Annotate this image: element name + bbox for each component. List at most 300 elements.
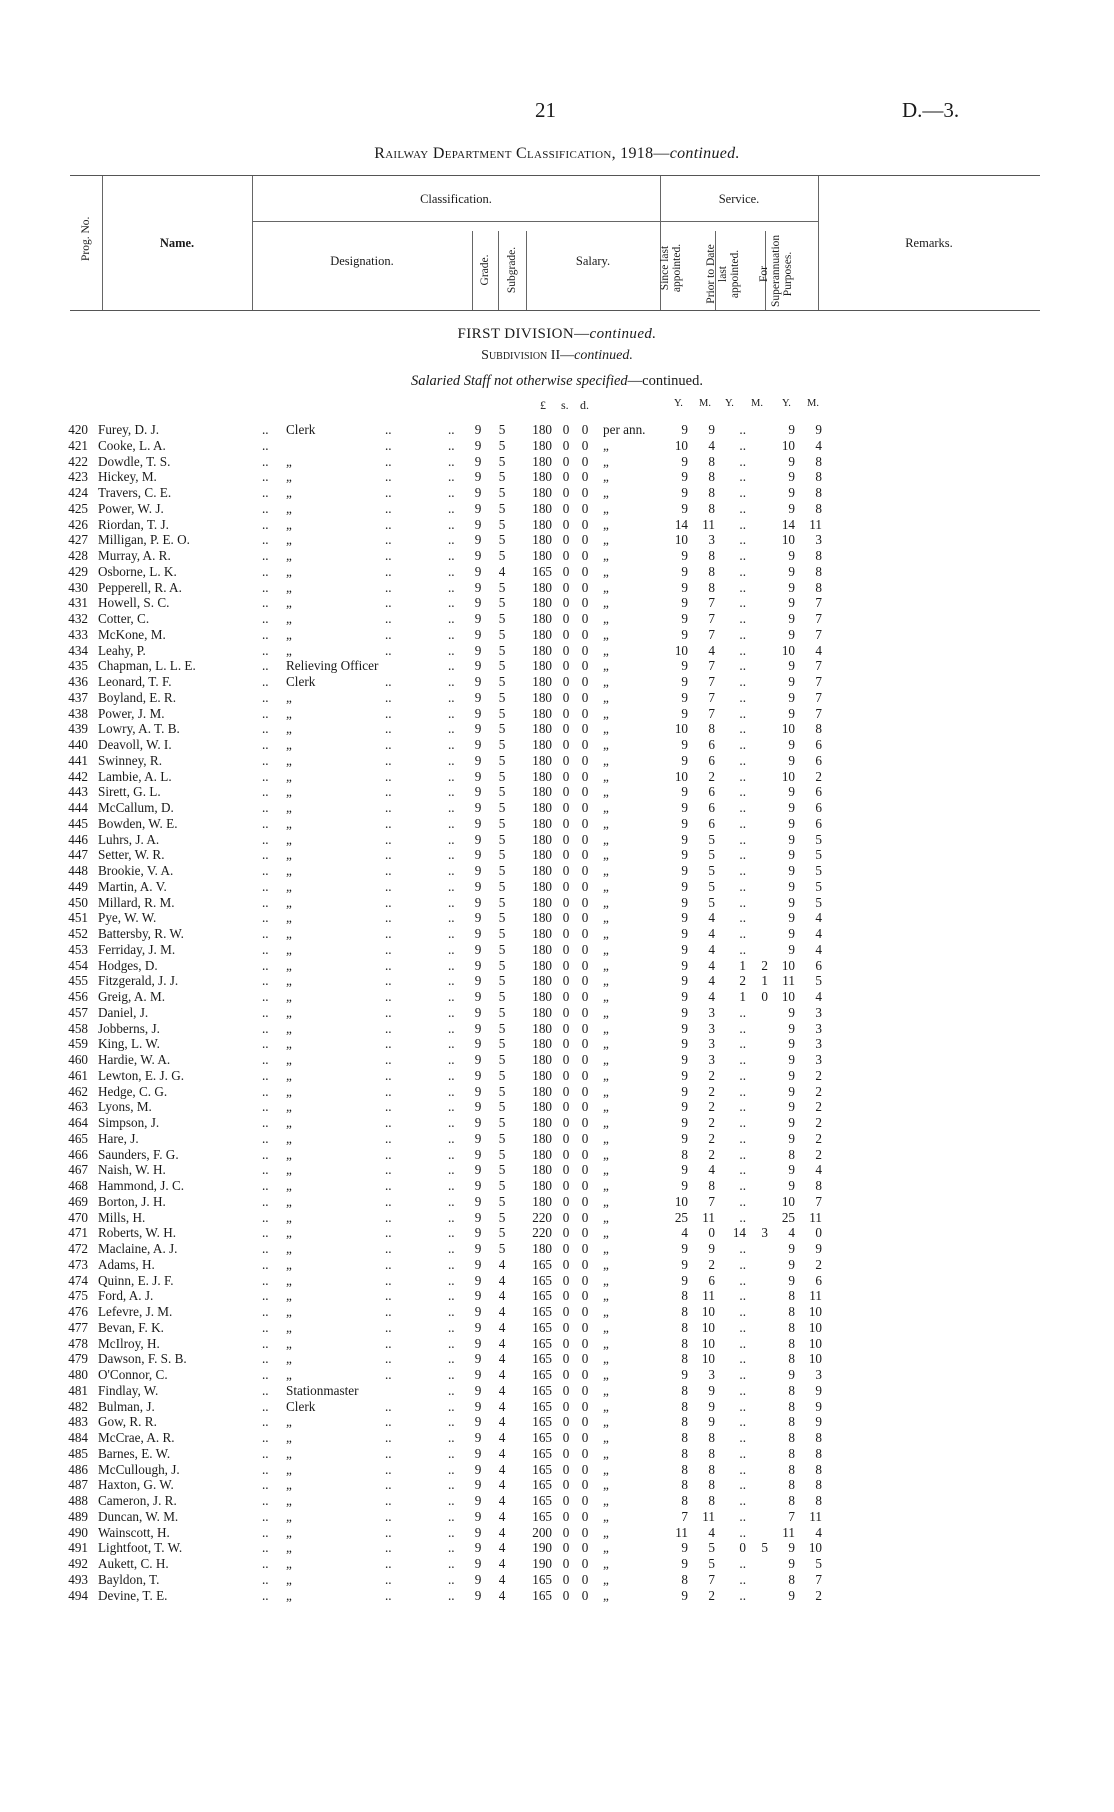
- cell-leader-dots: ..: [448, 1414, 455, 1430]
- cell-salary-period: „: [603, 1020, 609, 1036]
- cell-leader-dots: ..: [385, 1225, 392, 1241]
- cell-super-years: 9: [788, 705, 795, 721]
- cell-leader-dots: ..: [385, 926, 392, 941]
- cell-since-years: 9: [681, 752, 688, 768]
- cell-prog-no: 480: [68, 1367, 88, 1382]
- cell-prior-years: ..: [739, 1020, 746, 1036]
- cell-since-months: 2: [708, 1067, 715, 1083]
- cell-grade: 9: [474, 1477, 482, 1493]
- cell-super-months: 5: [815, 1556, 822, 1571]
- cell-leader-dots: ..: [448, 1272, 455, 1288]
- cell-super-years: 14: [781, 516, 795, 532]
- cell-salary-pounds: 180: [532, 500, 552, 516]
- cell-name: Murray, A. R.: [98, 548, 171, 563]
- cell-since-months: 4: [708, 973, 715, 989]
- cell-salary-shillings: 0: [562, 1130, 570, 1146]
- cell-prior-years: ..: [739, 579, 746, 595]
- table-row: [0, 1509, 1114, 1525]
- cell-prog-no: 433: [68, 626, 88, 642]
- cell-leader-dots: ..: [262, 1335, 269, 1351]
- cell-prog-no: 446: [68, 831, 88, 847]
- cell-super-years: 9: [788, 878, 795, 894]
- cell-leader-dots: ..: [385, 957, 392, 973]
- cell-leader-dots: ..: [262, 595, 269, 611]
- cell-name: Leonard, T. F.: [98, 674, 172, 689]
- cell-since-years: 9: [681, 611, 688, 626]
- cell-salary-shillings: 0: [562, 831, 570, 847]
- cell-salary-pence: 0: [581, 1367, 589, 1382]
- cell-leader-dots: ..: [262, 437, 269, 453]
- cell-since-months: 7: [708, 689, 715, 705]
- cell-subgrade: 4: [498, 1445, 506, 1461]
- cell-name: Power, W. J.: [98, 500, 164, 516]
- cell-designation: „: [286, 1556, 292, 1571]
- cell-prior-years: ..: [739, 1288, 746, 1304]
- cell-leader-dots: ..: [448, 674, 455, 689]
- cell-prog-no: 440: [68, 737, 88, 752]
- table-row: [0, 816, 1114, 832]
- cell-salary-period: „: [603, 500, 609, 516]
- cell-leader-dots: ..: [385, 878, 392, 894]
- cell-salary-pounds: 180: [532, 847, 552, 863]
- cell-salary-pence: 0: [581, 595, 589, 611]
- cell-name: Osborne, L. K.: [98, 563, 177, 579]
- cell-leader-dots: ..: [448, 1461, 455, 1477]
- table-row: [0, 1414, 1114, 1430]
- cell-subgrade: 5: [498, 752, 506, 768]
- cell-subgrade: 4: [498, 1367, 506, 1382]
- cell-leader-dots: ..: [262, 1004, 269, 1020]
- cell-prior-years: ..: [739, 563, 746, 579]
- cell-leader-dots: ..: [448, 1540, 455, 1556]
- cell-leader-dots: ..: [385, 1461, 392, 1477]
- cell-super-years: 9: [788, 784, 795, 800]
- cell-salary-period: „: [603, 1524, 609, 1540]
- cell-subgrade: 5: [498, 800, 506, 815]
- cell-salary-pounds: 165: [532, 1430, 552, 1445]
- cell-salary-period: „: [603, 1508, 609, 1524]
- cell-prior-years: ..: [739, 831, 746, 847]
- header-rule: [252, 221, 818, 222]
- cell-salary-period: „: [603, 658, 609, 674]
- cell-subgrade: 4: [498, 1477, 506, 1493]
- cell-salary-pounds: 180: [532, 705, 552, 721]
- cell-grade: 9: [474, 611, 482, 626]
- cell-super-years: 8: [788, 1430, 795, 1445]
- cell-prog-no: 474: [68, 1272, 88, 1288]
- cell-prog-no: 420: [68, 422, 88, 437]
- cell-salary-pence: 0: [581, 689, 589, 705]
- cell-leader-dots: ..: [262, 878, 269, 894]
- cell-salary-period: „: [603, 768, 609, 784]
- division-label: FIRST DIVISION—: [457, 326, 590, 342]
- cell-grade: 9: [474, 1367, 482, 1382]
- cell-super-years: 9: [788, 1256, 795, 1272]
- cell-prog-no: 489: [68, 1508, 88, 1524]
- cell-grade: 9: [474, 1493, 482, 1508]
- cell-leader-dots: ..: [262, 1067, 269, 1083]
- cell-leader-dots: ..: [262, 1288, 269, 1304]
- cell-prior-years: ..: [739, 500, 746, 516]
- cell-super-years: 10: [781, 1193, 795, 1209]
- cell-since-months: 9: [708, 422, 715, 437]
- cell-leader-dots: ..: [385, 1020, 392, 1036]
- cell-grade: 9: [474, 689, 482, 705]
- cell-leader-dots: ..: [385, 800, 392, 815]
- table-row: [0, 1162, 1114, 1178]
- cell-prog-no: 443: [68, 784, 88, 800]
- cell-salary-pounds: 180: [532, 674, 552, 689]
- cell-leader-dots: ..: [385, 453, 392, 469]
- cell-leader-dots: ..: [448, 1571, 455, 1587]
- cell-name: Naish, W. H.: [98, 1162, 166, 1178]
- cell-salary-pence: 0: [581, 737, 589, 752]
- cell-since-years: 9: [681, 1540, 688, 1556]
- cell-name: McCallum, D.: [98, 800, 174, 815]
- cell-salary-pounds: 165: [532, 1351, 552, 1367]
- cell-salary-pence: 0: [581, 658, 589, 674]
- cell-name: Daniel, J.: [98, 1004, 149, 1020]
- cell-subgrade: 5: [498, 831, 506, 847]
- cell-super-months: 8: [815, 1477, 822, 1493]
- cell-since-years: 9: [681, 1367, 688, 1382]
- cell-salary-period: „: [603, 642, 609, 658]
- cell-name: Riordan, T. J.: [98, 516, 169, 532]
- cell-salary-shillings: 0: [562, 437, 570, 453]
- cell-since-months: 8: [708, 500, 715, 516]
- cell-prior-years: ..: [739, 1571, 746, 1587]
- cell-grade: 9: [474, 642, 482, 658]
- cell-since-months: 4: [708, 957, 715, 973]
- cell-prog-no: 429: [68, 563, 88, 579]
- cell-leader-dots: ..: [385, 532, 392, 548]
- cell-salary-pence: 0: [581, 1115, 589, 1130]
- cell-leader-dots: ..: [448, 721, 455, 737]
- cell-salary-pounds: 180: [532, 800, 552, 815]
- cell-salary-shillings: 0: [562, 1115, 570, 1130]
- cell-leader-dots: ..: [262, 1193, 269, 1209]
- cell-leader-dots: ..: [385, 1067, 392, 1083]
- cell-prior-years: ..: [739, 1351, 746, 1367]
- cell-leader-dots: ..: [448, 1225, 455, 1241]
- cell-grade: 9: [474, 737, 482, 752]
- cell-name: Findlay, W.: [98, 1382, 159, 1398]
- cell-salary-pounds: 180: [532, 1115, 552, 1130]
- cell-since-years: 9: [681, 863, 688, 878]
- cell-super-years: 9: [788, 910, 795, 926]
- table-row: [0, 1084, 1114, 1100]
- cell-leader-dots: ..: [448, 1493, 455, 1508]
- cell-since-months: 11: [702, 1508, 715, 1524]
- cell-prog-no: 476: [68, 1304, 88, 1319]
- cell-grade: 9: [474, 1036, 482, 1052]
- cell-since-months: 6: [708, 815, 715, 831]
- cell-name: Devine, T. E.: [98, 1587, 168, 1603]
- cell-designation: „: [286, 453, 292, 469]
- cell-salary-pence: 0: [581, 705, 589, 721]
- cell-leader-dots: ..: [262, 1162, 269, 1178]
- table-row: [0, 1052, 1114, 1068]
- cell-grade: 9: [474, 422, 482, 437]
- cell-leader-dots: ..: [385, 1587, 392, 1603]
- cell-leader-dots: ..: [262, 1241, 269, 1256]
- cell-salary-shillings: 0: [562, 1036, 570, 1052]
- cell-prior-years: ..: [739, 1067, 746, 1083]
- table-row: [0, 643, 1114, 659]
- cell-super-years: 9: [788, 1162, 795, 1178]
- cell-leader-dots: ..: [385, 941, 392, 957]
- cell-prior-years: ..: [739, 1461, 746, 1477]
- cell-name: Bevan, F. K.: [98, 1319, 164, 1335]
- cell-subgrade: 5: [498, 847, 506, 863]
- cell-designation: „: [286, 1162, 292, 1178]
- cell-super-years: 9: [788, 847, 795, 863]
- cell-super-months: 6: [815, 752, 822, 768]
- cell-super-months: 11: [809, 1209, 822, 1225]
- cell-leader-dots: ..: [385, 595, 392, 611]
- cell-super-years: 9: [788, 500, 795, 516]
- cell-leader-dots: ..: [262, 1367, 269, 1382]
- cell-since-years: 10: [674, 532, 688, 548]
- cell-prior-years: ..: [739, 595, 746, 611]
- cell-subgrade: 4: [498, 1461, 506, 1477]
- table-row: [0, 1021, 1114, 1037]
- cell-salary-pounds: 180: [532, 721, 552, 737]
- cell-super-months: 0: [815, 1225, 822, 1241]
- cell-subgrade: 5: [498, 705, 506, 721]
- cell-leader-dots: ..: [385, 768, 392, 784]
- table-row: [0, 1005, 1114, 1021]
- cell-prog-no: 432: [68, 611, 88, 626]
- cell-since-years: 9: [681, 1099, 688, 1115]
- cell-leader-dots: ..: [448, 1477, 455, 1493]
- cell-since-years: 8: [681, 1288, 688, 1304]
- cell-prior-years: ..: [739, 1414, 746, 1430]
- cell-prior-years: ..: [739, 1335, 746, 1351]
- cell-grade: 9: [474, 1540, 482, 1556]
- cell-salary-period: „: [603, 973, 609, 989]
- cell-subgrade: 5: [498, 721, 506, 737]
- cell-salary-shillings: 0: [562, 863, 570, 878]
- cell-salary-pounds: 180: [532, 548, 552, 563]
- cell-salary-pence: 0: [581, 422, 589, 437]
- cell-designation: „: [286, 973, 292, 989]
- cell-designation: „: [286, 469, 292, 485]
- cell-subgrade: 5: [498, 642, 506, 658]
- cell-salary-period: „: [603, 1052, 609, 1067]
- cell-designation: „: [286, 768, 292, 784]
- cell-salary-pounds: 180: [532, 894, 552, 910]
- cell-salary-shillings: 0: [562, 1556, 570, 1571]
- cell-since-years: 14: [674, 516, 688, 532]
- cell-leader-dots: ..: [262, 721, 269, 737]
- cell-designation: „: [286, 1367, 292, 1382]
- cell-salary-pence: 0: [581, 957, 589, 973]
- cell-leader-dots: ..: [448, 752, 455, 768]
- cell-super-years: 9: [788, 894, 795, 910]
- unit-since-years: Y.: [674, 398, 683, 409]
- cell-super-years: 9: [788, 595, 795, 611]
- cell-salary-period: „: [603, 1225, 609, 1241]
- cell-prior-years: 1: [739, 989, 746, 1004]
- cell-salary-pence: 0: [581, 626, 589, 642]
- cell-super-months: 7: [815, 1193, 822, 1209]
- cell-leader-dots: ..: [448, 469, 455, 485]
- cell-salary-period: „: [603, 485, 609, 500]
- cell-super-years: 9: [788, 1004, 795, 1020]
- cell-name: Borton, J. H.: [98, 1193, 166, 1209]
- cell-leader-dots: ..: [262, 1225, 269, 1241]
- cell-prog-no: 467: [68, 1162, 88, 1178]
- cell-leader-dots: ..: [448, 500, 455, 516]
- cell-name: Hammond, J. C.: [98, 1178, 185, 1193]
- cell-leader-dots: ..: [448, 1288, 455, 1304]
- cell-salary-period: „: [603, 1115, 609, 1130]
- cell-salary-period: „: [603, 1209, 609, 1225]
- cell-salary-pounds: 180: [532, 469, 552, 485]
- table-row: [0, 1241, 1114, 1257]
- cell-salary-pounds: 180: [532, 1004, 552, 1020]
- cell-salary-pence: 0: [581, 437, 589, 453]
- cell-since-years: 9: [681, 737, 688, 752]
- cell-super-years: 9: [788, 1587, 795, 1603]
- cell-salary-period: „: [603, 1587, 609, 1603]
- cell-salary-shillings: 0: [562, 1209, 570, 1225]
- cell-grade: 9: [474, 1020, 482, 1036]
- cell-grade: 9: [474, 674, 482, 689]
- cell-since-months: 6: [708, 784, 715, 800]
- cell-prog-no: 477: [68, 1319, 88, 1335]
- cell-salary-pounds: 180: [532, 768, 552, 784]
- cell-salary-pounds: 180: [532, 941, 552, 957]
- cell-salary-pounds: 165: [532, 1335, 552, 1351]
- cell-salary-pounds: 180: [532, 1146, 552, 1162]
- cell-grade: 9: [474, 705, 482, 721]
- cell-subgrade: 5: [498, 989, 506, 1004]
- cell-leader-dots: ..: [448, 784, 455, 800]
- cell-subgrade: 4: [498, 1304, 506, 1319]
- cell-salary-pounds: 165: [532, 1493, 552, 1508]
- cell-subgrade: 5: [498, 926, 506, 941]
- cell-salary-pence: 0: [581, 532, 589, 548]
- cell-leader-dots: ..: [385, 1367, 392, 1382]
- table-row: [0, 910, 1114, 926]
- cell-prog-no: 468: [68, 1178, 88, 1193]
- cell-since-months: 8: [708, 563, 715, 579]
- cell-since-years: 8: [681, 1493, 688, 1508]
- cell-leader-dots: ..: [448, 926, 455, 941]
- cell-name: Furey, D. J.: [98, 422, 160, 437]
- cell-salary-period: „: [603, 1162, 609, 1178]
- cell-prior-years: ..: [739, 737, 746, 752]
- cell-grade: 9: [474, 1256, 482, 1272]
- cell-super-years: 9: [788, 1099, 795, 1115]
- cell-super-months: 10: [808, 1351, 822, 1367]
- cell-salary-pounds: 180: [532, 626, 552, 642]
- cell-leader-dots: ..: [448, 1587, 455, 1603]
- cell-salary-period: „: [603, 563, 609, 579]
- cell-name: Greig, A. M.: [98, 989, 166, 1004]
- cell-super-months: 6: [815, 957, 822, 973]
- cell-super-years: 10: [781, 642, 795, 658]
- cell-since-years: 8: [681, 1445, 688, 1461]
- cell-name: Power, J. M.: [98, 705, 165, 721]
- cell-salary-pence: 0: [581, 1524, 589, 1540]
- table-row: [0, 1147, 1114, 1163]
- cell-salary-shillings: 0: [562, 1493, 570, 1508]
- cell-salary-shillings: 0: [562, 1193, 570, 1209]
- cell-prog-no: 441: [68, 752, 88, 768]
- cell-salary-pounds: 180: [532, 485, 552, 500]
- cell-prog-no: 485: [68, 1445, 88, 1461]
- table-row: [0, 454, 1114, 470]
- cell-salary-pounds: 165: [532, 1319, 552, 1335]
- cell-salary-pounds: 180: [532, 1178, 552, 1193]
- cell-leader-dots: ..: [448, 611, 455, 626]
- cell-salary-shillings: 0: [562, 1587, 570, 1603]
- cell-name: Lewton, E. J. G.: [98, 1067, 185, 1083]
- cell-salary-period: „: [603, 469, 609, 485]
- cell-salary-pence: 0: [581, 1225, 589, 1241]
- cell-since-years: 9: [681, 800, 688, 815]
- header-prog-no: Prog. No.: [80, 216, 92, 261]
- cell-prior-years: ..: [739, 878, 746, 894]
- cell-salary-shillings: 0: [562, 1052, 570, 1067]
- cell-prog-no: 445: [68, 815, 88, 831]
- cell-salary-shillings: 0: [562, 705, 570, 721]
- cell-since-months: 9: [708, 1398, 715, 1414]
- cell-leader-dots: ..: [385, 422, 392, 437]
- cell-leader-dots: ..: [262, 1524, 269, 1540]
- cell-grade: 9: [474, 1556, 482, 1571]
- cell-prior-years: ..: [739, 1004, 746, 1020]
- cell-designation: „: [286, 689, 292, 705]
- cell-designation: „: [286, 941, 292, 957]
- cell-salary-shillings: 0: [562, 1524, 570, 1540]
- cell-salary-pence: 0: [581, 1382, 589, 1398]
- cell-leader-dots: ..: [385, 626, 392, 642]
- unit-pence: d.: [580, 398, 589, 412]
- cell-since-months: 5: [708, 894, 715, 910]
- cell-salary-pence: 0: [581, 1193, 589, 1209]
- cell-designation: „: [286, 1508, 292, 1524]
- cell-designation: „: [286, 500, 292, 516]
- cell-prior-years: ..: [739, 611, 746, 626]
- cell-leader-dots: ..: [262, 910, 269, 926]
- cell-since-months: 4: [708, 1162, 715, 1178]
- cell-grade: 9: [474, 1130, 482, 1146]
- cell-leader-dots: ..: [448, 1445, 455, 1461]
- cell-since-years: 9: [681, 705, 688, 721]
- cell-salary-shillings: 0: [562, 563, 570, 579]
- cell-super-months: 9: [815, 1241, 822, 1256]
- cell-name: Deavoll, W. I.: [98, 737, 172, 752]
- cell-prior-years: ..: [739, 941, 746, 957]
- cell-salary-pence: 0: [581, 1540, 589, 1556]
- cell-leader-dots: ..: [385, 1115, 392, 1130]
- cell-salary-pence: 0: [581, 1020, 589, 1036]
- cell-prog-no: 490: [68, 1524, 88, 1540]
- cell-grade: 9: [474, 1398, 482, 1414]
- cell-prior-years: ..: [739, 1130, 746, 1146]
- table-row: [0, 611, 1114, 627]
- cell-salary-period: „: [603, 1414, 609, 1430]
- cell-super-years: 8: [788, 1351, 795, 1367]
- cell-prog-no: 449: [68, 878, 88, 894]
- cell-subgrade: 5: [498, 579, 506, 595]
- cell-prior-years: ..: [739, 1382, 746, 1398]
- table-row: [0, 721, 1114, 737]
